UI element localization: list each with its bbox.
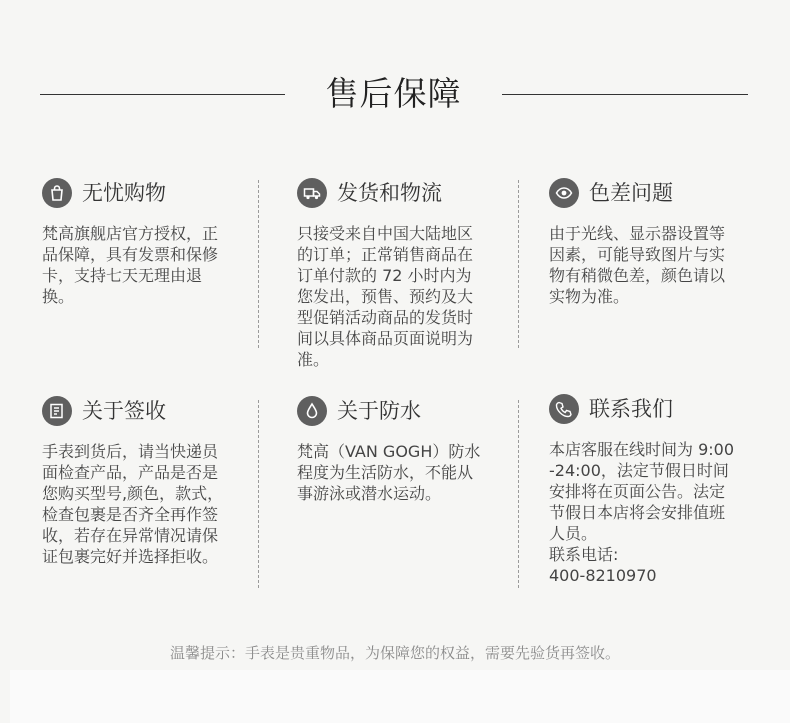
block-title: 关于防水 bbox=[337, 399, 421, 423]
column-divider bbox=[518, 180, 519, 348]
phone-number: 400-8210970 bbox=[549, 566, 657, 585]
block-body: 梵高旗舰店官方授权，正品保障，具有发票和保修卡，支持七天无理由退换。 bbox=[42, 224, 219, 306]
column-divider bbox=[518, 400, 519, 588]
block-contact-us bbox=[549, 393, 749, 586]
footnote: 温馨提示：手表是贵重物品，为保障您的权益，需要先验货再签收。 bbox=[169, 644, 620, 662]
title-rule-right bbox=[502, 94, 748, 95]
block-body: 只接受来自中国大陆地区的订单；正常销售商品在订单付款的 72 小时内为您发出，预售、预约及大型促销活动商品的发货时间以具体商品页面说明为准。 bbox=[297, 224, 474, 369]
edit-document-icon bbox=[42, 396, 72, 426]
column-divider bbox=[258, 400, 259, 588]
phone-label: 联系电话: bbox=[549, 545, 619, 564]
phone-icon bbox=[549, 394, 579, 424]
block-body: 梵高（VAN GOGH）防水程度为生活防水，不能从事游泳或潜水运动。 bbox=[297, 442, 481, 503]
title-rule-left bbox=[40, 94, 285, 95]
block-water-resistance bbox=[297, 395, 497, 504]
page-title: 售后保障 bbox=[325, 74, 462, 113]
shopping-bag-icon bbox=[42, 178, 72, 208]
bottom-strip bbox=[10, 670, 790, 723]
block-title: 无忧购物 bbox=[82, 181, 166, 205]
block-title: 联系我们 bbox=[589, 397, 673, 421]
water-drop-icon bbox=[297, 396, 327, 426]
block-color-difference bbox=[549, 177, 749, 307]
block-signing-for-delivery bbox=[42, 395, 242, 567]
block-body: 本店客服在线时间为 9:00-24:00，法定节假日时间安排将在页面公告。法定节假日本店将会安排值班人员。 bbox=[549, 440, 735, 543]
eye-icon bbox=[549, 178, 579, 208]
column-divider bbox=[258, 180, 259, 348]
delivery-truck-icon bbox=[297, 178, 327, 208]
block-title: 关于签收 bbox=[82, 399, 166, 423]
block-body: 手表到货后，请当快递员面检查产品，产品是否是您购买型号,颜色，款式，检查包裹是否齐全再作签收，若存在异常情况请保证包裹完好并选择拒收。 bbox=[42, 442, 224, 566]
block-shipping-logistics bbox=[297, 177, 497, 370]
block-title: 色差问题 bbox=[589, 181, 673, 205]
block-title: 发货和物流 bbox=[337, 181, 442, 205]
block-body: 由于光线、显示器设置等因素，可能导致图片与实物有稍微色差，颜色请以实物为准。 bbox=[549, 224, 726, 306]
block-worry-free-shopping bbox=[42, 177, 242, 307]
